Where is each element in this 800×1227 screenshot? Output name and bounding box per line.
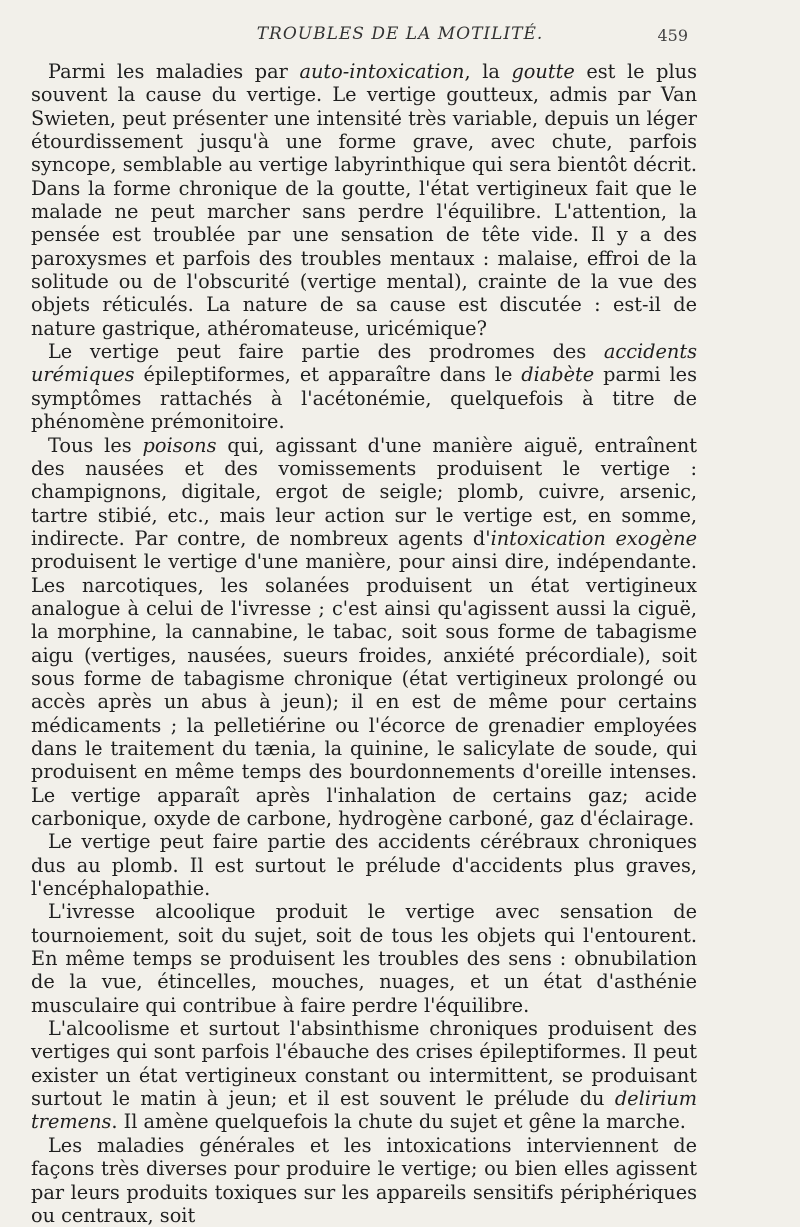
- italic-run: poisons: [142, 433, 217, 457]
- text-run: qui, agissant d'une manière aiguë, entraînent des nausées et des vomissements produisent le vertige : champignons, digitale, ergot de seigle; plomb, cuivre, arsenic, tartre stibié, etc., mais leur action sur le vertige est, en somme, indirecte. Par contre, de nombreux agents d': [31, 433, 697, 550]
- text-run: Les maladies générales et les intoxications interviennent de façons très diverses pour produire le vertige; ou bien elles agissent par leurs produits toxiques sur les appareils sensitifs périphériques ou centraux, soit: [31, 1133, 697, 1227]
- text-run: produisent le vertige d'une manière, pour ainsi dire, indépendante. Les narcotiques, les solanées produisent un état vertigineux analogue à celui de l'ivresse ; c'est ainsi qu'agissent aussi la ciguë, la morphine, la cannabine, le tabac, soit sous forme de tabagisme aigu (vertiges, nausées, sueurs froides, anxiété précordiale), soit sous forme de tabagisme chronique (état vertigineux prolongé ou accès après un abus à jeun); il en est de même pour certains médicaments ; la pelletiérine ou l'écorce de grenadier employées dans le traitement du tænia, la quinine, le salicylate de soude, qui produisent en même temps des bourdonnements d'oreille intenses. Le vertige apparaît après l'inhalation de certains gaz; acide carbonique, oxyde de carbone, hydrogène carboné, gaz d'éclairage.: [31, 550, 697, 830]
- italic-run: diabète: [521, 363, 595, 387]
- page-header: [0, 24, 800, 50]
- italic-run: delirium tremens: [31, 1087, 697, 1134]
- italic-run: accidents urémiques: [31, 340, 697, 387]
- text-run: , la: [464, 60, 512, 83]
- italic-run: intoxication exogène: [490, 526, 697, 550]
- text-run: parmi les symptômes rattachés à l'acétonémie, quelquefois à titre de phénomène prémonitoire.: [31, 363, 697, 434]
- page-number: 459: [657, 26, 688, 45]
- text-run: Parmi les maladies par: [48, 60, 300, 83]
- paragraph: [31, 900, 697, 1017]
- paragraph: [31, 830, 697, 900]
- text-run: Le vertige peut faire partie des prodromes des: [48, 340, 604, 364]
- paragraph: [31, 60, 697, 340]
- paragraph: [31, 434, 697, 831]
- text-run: est le plus souvent la cause du vertige. Le vertige goutteux, admis par Van Swieten, peut présenter une intensité très variable, depuis un léger étourdissement jusqu'à une forme grave, avec chute, parfois syncope, semblable au vertige labyrinthique qui sera bientôt décrit. Dans la forme chronique de la goutte, l'état vertigineux fait que le malade ne peut marcher sans perdre l'équilibre. L'attention, la pensée est troublée par une sensation de tête vide. Il y a des paroxysmes et parfois des troubles mentaux : malaise, effroi de la solitude ou de l'obscurité (vertige mental), crainte de la vue des objets réticulés. La nature de sa cause est discutée : est-il de nature gastrique, athéromateuse, uricémique?: [31, 60, 697, 340]
- text-run: . Il amène quelquefois la chute du sujet et gêne la marche.: [111, 1110, 686, 1134]
- text-run: Tous les: [48, 433, 143, 457]
- running-title: TROUBLES DE LA MOTILITÉ.: [256, 24, 544, 44]
- text-run: Le vertige peut faire partie des accidents cérébraux chroniques dus au plomb. Il est surtout le prélude d'accidents plus graves, l'encéphalopathie.: [31, 830, 697, 901]
- italic-run: auto-intoxication: [299, 60, 465, 83]
- paragraph: [31, 1017, 697, 1134]
- paragraph: [31, 340, 697, 433]
- text-run: épileptiformes, et apparaître dans le: [134, 363, 522, 387]
- text-run: L'alcoolisme et surtout l'absinthisme chroniques produisent des vertiges qui sont parfois l'ébauche des crises épileptiformes. Il peut exister un état vertigineux constant ou intermittent, se produisant surtout le matin à jeun; et il est souvent le prélude du: [31, 1017, 697, 1111]
- body-text: [31, 60, 697, 1227]
- paragraph: [31, 1134, 697, 1227]
- text-run: L'ivresse alcoolique produit le vertige avec sensation de tournoiement, soit du sujet, soit de tous les objets qui l'entourent. En même temps se produisent les troubles des sens : obnubilation de la vue, étincelles, mouches, nuages, et un état d'asthénie musculaire qui contribue à faire perdre l'équilibre.: [31, 900, 697, 1017]
- italic-run: goutte: [511, 60, 575, 83]
